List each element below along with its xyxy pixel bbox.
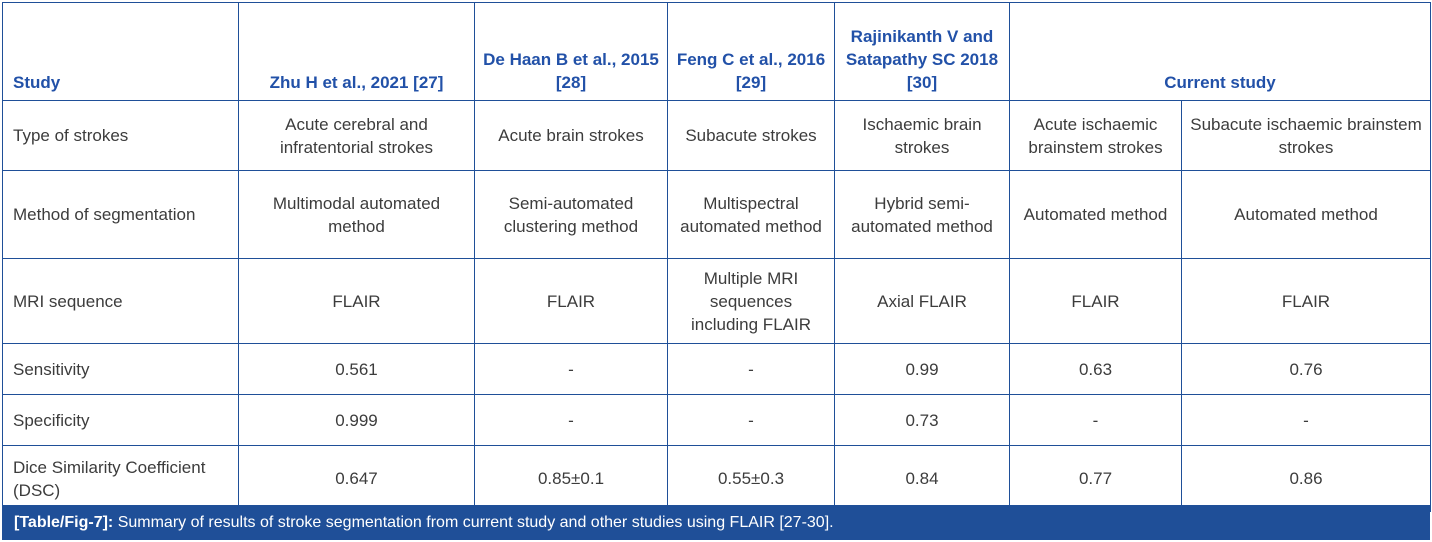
header-de-haan: De Haan B et al., 2015 [28] [475,3,668,101]
table-row-mri-sequence [3,259,1431,344]
table-cell: 0.84 [835,446,1010,512]
table-cell: 0.76 [1182,344,1431,395]
caption-label: [Table/Fig-7]: [14,514,114,531]
header-zhu: Zhu H et al., 2021 [27] [239,3,475,101]
table-cell: 0.85±0.1 [475,446,668,512]
table-cell: Multiple MRI sequences including FLAIR [668,259,835,344]
table-cell: Automated method [1010,171,1182,259]
table-cell: 0.55±0.3 [668,446,835,512]
table-cell: Axial FLAIR [835,259,1010,344]
table-cell: Acute cerebral and infratentorial strokes [239,101,475,171]
header-study: Study [3,3,239,101]
table-cell: - [475,344,668,395]
table-row-method [3,171,1431,259]
table-cell: Automated method [1182,171,1431,259]
table-cell: Acute ischaemic brainstem strokes [1010,101,1182,171]
table-row-dice [3,446,1431,512]
table-cell: - [1182,395,1431,446]
caption-text: Summary of results of stroke segmentation from current study and other studies using FLAIR [27-30]. [117,514,834,531]
header-feng: Feng C et al., 2016 [29] [668,3,835,101]
table-cell: FLAIR [1182,259,1431,344]
table-cell: 0.999 [239,395,475,446]
table-cell: 0.73 [835,395,1010,446]
table-cell: Ischaemic brain strokes [835,101,1010,171]
table-cell: Subacute strokes [668,101,835,171]
table-cell: Subacute ischaemic brainstem strokes [1182,101,1431,171]
table-cell: Acute brain strokes [475,101,668,171]
table-cell: 0.86 [1182,446,1431,512]
table-cell: FLAIR [239,259,475,344]
table-cell: FLAIR [475,259,668,344]
table-cell: 0.561 [239,344,475,395]
table-cell: Multispectral automated method [668,171,835,259]
table-cell: 0.63 [1010,344,1182,395]
table-cell: - [1010,395,1182,446]
table-cell: 0.647 [239,446,475,512]
table-cell: 0.99 [835,344,1010,395]
table-row-sensitivity [3,344,1431,395]
table-cell: 0.77 [1010,446,1182,512]
results-table-frame [2,2,1430,540]
row-label: Type of strokes [3,101,239,171]
table-header-row [3,3,1431,101]
row-label: MRI sequence [3,259,239,344]
table-row-type-of-strokes [3,101,1431,171]
row-label: Specificity [3,395,239,446]
row-label: Sensitivity [3,344,239,395]
row-label: Dice Similarity Coefficient (DSC) [3,446,239,512]
table-cell: FLAIR [1010,259,1182,344]
table-cell: - [668,395,835,446]
results-table [2,2,1431,512]
row-label: Method of segmentation [3,171,239,259]
table-cell: Semi-automated clustering method [475,171,668,259]
table-cell: - [475,395,668,446]
header-current-study: Current study [1010,3,1431,101]
table-cell: Multimodal automated method [239,171,475,259]
table-cell: Hybrid semi-automated method [835,171,1010,259]
table-row-specificity [3,395,1431,446]
table-caption [2,505,1430,540]
header-rajinikanth: Rajinikanth V and Satapathy SC 2018 [30] [835,3,1010,101]
table-cell: - [668,344,835,395]
